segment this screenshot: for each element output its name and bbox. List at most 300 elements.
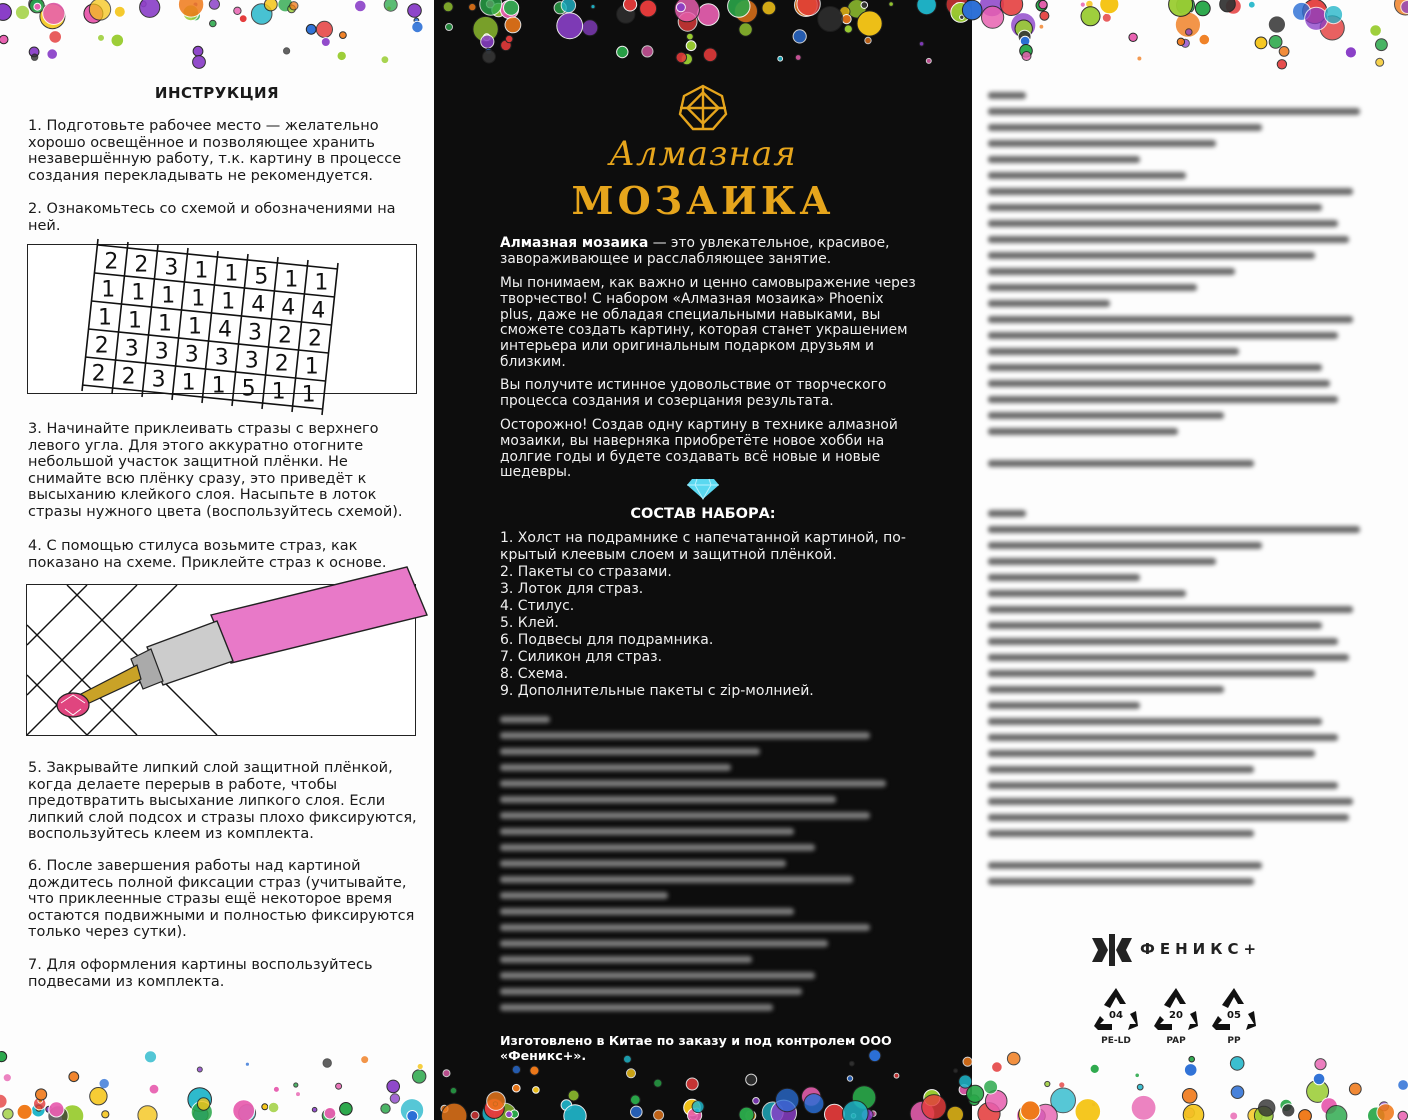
gem-decoration bbox=[191, 11, 201, 21]
diamond-logo-icon bbox=[678, 84, 728, 132]
gem-decoration bbox=[32, 0, 40, 8]
gem-decoration bbox=[98, 34, 105, 41]
gem-decoration bbox=[924, 1090, 940, 1106]
gem-decoration bbox=[504, 0, 519, 15]
scheme-cell-number: 2 bbox=[94, 333, 109, 359]
blurred-line bbox=[988, 766, 1254, 773]
gem-decoration bbox=[1015, 20, 1032, 37]
gem-decoration bbox=[191, 1102, 212, 1120]
gem-decoration bbox=[138, 1106, 157, 1120]
gem-decoration bbox=[32, 1103, 46, 1117]
step-2: 2. Ознакомьтесь со схемой и обозначениями на ней. bbox=[28, 201, 396, 234]
gem-decoration bbox=[381, 1104, 390, 1113]
scheme-cell-number: 4 bbox=[251, 292, 266, 318]
gem-decoration bbox=[582, 20, 598, 36]
gem-decoration bbox=[1019, 1104, 1040, 1120]
gem-decoration bbox=[951, 3, 971, 23]
blurred-line bbox=[988, 654, 1349, 661]
blurred-line bbox=[500, 860, 786, 867]
gem-decoration bbox=[1023, 1107, 1036, 1120]
gem-decoration bbox=[654, 1079, 662, 1087]
gem-decoration bbox=[840, 6, 850, 16]
paragraph-3: Вы получите истинное удовольствие от творческого процесса создания и созерцания результата. bbox=[500, 377, 887, 409]
blurred-legal-text-kz bbox=[988, 92, 1368, 476]
recycle-icon bbox=[1090, 986, 1142, 1036]
step-6: 6. После завершения работы над картиной дождитесь полной фиксации страз (учитывайте, что приклеенные стразы ещё некоторое время остаются подвижными и полностью фиксируются только через сутки). bbox=[28, 858, 415, 940]
gem-decoration bbox=[917, 0, 937, 15]
gem-decoration bbox=[1307, 1080, 1329, 1102]
gem-decoration bbox=[209, 0, 219, 9]
gem-decoration bbox=[1011, 13, 1036, 38]
scheme-cell-number: 1 bbox=[98, 305, 112, 331]
gem-decoration bbox=[1020, 45, 1033, 58]
gem-decoration bbox=[239, 1105, 256, 1120]
gem-decoration bbox=[728, 0, 750, 17]
gem-decoration bbox=[471, 1111, 479, 1119]
blurred-line bbox=[988, 332, 1338, 339]
gem-decoration bbox=[1321, 1098, 1338, 1115]
legal-panel bbox=[972, 0, 1408, 1120]
gem-border-bottom-right bbox=[972, 1050, 1408, 1120]
scheme-cell-number: 3 bbox=[154, 339, 169, 365]
blurred-line bbox=[500, 716, 550, 723]
intro-bold: Алмазная мозаика bbox=[500, 235, 649, 251]
scheme-cell-number: 4 bbox=[311, 298, 326, 324]
gem-decoration bbox=[1185, 1108, 1195, 1118]
gem-decoration bbox=[1268, 16, 1285, 33]
scheme-cell-number: 2 bbox=[274, 351, 289, 377]
gem-decoration bbox=[30, 0, 45, 13]
blurred-line bbox=[988, 526, 1360, 533]
gem-decoration bbox=[1081, 7, 1100, 26]
scheme-cell-number: 2 bbox=[104, 249, 119, 275]
gem-decoration bbox=[278, 0, 293, 12]
gem-decoration bbox=[294, 1083, 298, 1087]
rhinestone-icon bbox=[57, 693, 89, 717]
gem-decoration bbox=[443, 1070, 450, 1077]
gem-decoration bbox=[959, 1075, 972, 1088]
gem-decoration bbox=[387, 6, 392, 11]
gem-decoration bbox=[441, 1103, 467, 1120]
gem-decoration bbox=[340, 1103, 353, 1116]
gem-decoration bbox=[49, 31, 62, 44]
gem-decoration bbox=[284, 48, 290, 54]
gem-decoration bbox=[676, 52, 687, 63]
scheme-cell-number: 3 bbox=[164, 255, 179, 281]
gem-decoration bbox=[239, 15, 247, 23]
gem-decoration bbox=[0, 4, 11, 21]
gem-decoration bbox=[483, 34, 490, 41]
product-panel bbox=[434, 0, 972, 1120]
gem-decoration bbox=[1034, 1104, 1057, 1120]
blurred-line bbox=[500, 1004, 773, 1011]
blurred-line bbox=[988, 204, 1322, 211]
blurred-line bbox=[988, 364, 1322, 371]
blurred-line bbox=[500, 844, 815, 851]
blurred-line bbox=[988, 268, 1235, 275]
blurred-line bbox=[988, 718, 1322, 725]
blurred-line bbox=[988, 172, 1186, 179]
gem-decoration bbox=[513, 1084, 521, 1092]
gem-decoration bbox=[1135, 1073, 1140, 1078]
step-5: 5. Закрывайте липкий слой защитной плёнкой, когда делаете перерыв в работе, чтобы предотвратить высыхание липкого слоя. Если липкий слой подсох и стразы плохо фиксируются, воспользуйтесь клеем из комплекта. bbox=[28, 760, 417, 842]
gem-decoration bbox=[793, 30, 806, 43]
gem-decoration bbox=[1395, 0, 1408, 15]
instruction-panel bbox=[0, 0, 434, 1120]
gem-decoration bbox=[1401, 1, 1408, 14]
gem-decoration bbox=[323, 1059, 331, 1067]
gem-decoration bbox=[1320, 16, 1344, 40]
feniks-brand: ФЕНИКС+ bbox=[1140, 940, 1262, 958]
gem-decoration bbox=[193, 46, 203, 56]
recycle-code: 20 bbox=[1169, 1010, 1183, 1021]
gem-decoration bbox=[336, 1083, 342, 1089]
gem-decoration bbox=[1045, 1081, 1050, 1086]
blurred-line bbox=[988, 606, 1353, 613]
scheme-grid bbox=[28, 245, 416, 408]
gem-decoration bbox=[554, 2, 566, 14]
gem-decoration bbox=[1259, 1100, 1275, 1116]
scheme-cell-number: 1 bbox=[191, 286, 206, 312]
gem-decoration bbox=[922, 1095, 947, 1120]
gem-decoration bbox=[676, 3, 685, 12]
gem-decoration bbox=[484, 1099, 504, 1119]
gem-decoration bbox=[197, 1067, 202, 1072]
gem-decoration bbox=[188, 1088, 212, 1112]
kit-item: 2. Пакеты со стразами. bbox=[500, 564, 672, 580]
blurred-line bbox=[500, 812, 870, 819]
gem-decoration bbox=[0, 35, 8, 44]
gem-decoration bbox=[183, 5, 199, 21]
scheme-cell-number: 3 bbox=[244, 348, 259, 374]
gem-decoration bbox=[1376, 58, 1384, 66]
gem-decoration bbox=[1021, 1109, 1035, 1120]
gem-decoration bbox=[1102, 13, 1111, 22]
kit-item: 6. Подвесы для подрамника. bbox=[500, 632, 714, 648]
gem-decoration bbox=[1039, 24, 1044, 29]
gem-decoration bbox=[1370, 25, 1382, 37]
gem-decoration bbox=[480, 0, 502, 15]
scheme-cell-number: 2 bbox=[121, 364, 136, 390]
gem-decoration bbox=[512, 1065, 520, 1073]
gem-decoration bbox=[1181, 39, 1189, 47]
gem-decoration bbox=[980, 0, 1005, 17]
gem-decoration bbox=[140, 0, 160, 17]
gem-decoration bbox=[778, 56, 783, 61]
gem-decoration bbox=[557, 13, 583, 39]
gem-decoration bbox=[450, 1087, 457, 1094]
gem-decoration bbox=[804, 1094, 824, 1114]
gem-decoration bbox=[818, 7, 843, 32]
gem-decoration bbox=[1000, 0, 1022, 16]
gem-decoration bbox=[1100, 0, 1119, 14]
gem-decoration bbox=[1279, 47, 1289, 57]
gem-decoration bbox=[1195, 1, 1210, 16]
gem-decoration bbox=[384, 0, 397, 11]
blurred-line bbox=[988, 750, 1315, 757]
gem-decoration bbox=[400, 1099, 423, 1120]
gem-decoration bbox=[688, 1108, 702, 1120]
gem-decoration bbox=[926, 58, 931, 63]
gem-decoration bbox=[193, 56, 206, 69]
gem-decoration bbox=[1368, 1107, 1386, 1120]
blurred-line bbox=[500, 940, 828, 947]
gem-decoration bbox=[178, 0, 203, 17]
blurred-line bbox=[988, 316, 1353, 323]
recycle-label: PP bbox=[1227, 1036, 1241, 1046]
brand-main-title: МОЗАИКА bbox=[571, 178, 835, 223]
scheme-cell-number: 1 bbox=[194, 258, 209, 284]
blurred-legal-text-kg bbox=[988, 510, 1368, 894]
gem-decoration bbox=[1007, 1052, 1020, 1065]
gem-border-top-right bbox=[972, 0, 1408, 70]
blurred-line bbox=[500, 876, 853, 883]
blurred-line bbox=[988, 590, 1186, 597]
gem-decoration bbox=[49, 1102, 64, 1117]
scheme-cell-number: 1 bbox=[158, 311, 172, 337]
gem-decoration bbox=[268, 1102, 279, 1113]
scheme-cell-number: 1 bbox=[271, 379, 286, 405]
gem-decoration bbox=[1182, 1089, 1197, 1104]
gem-decoration bbox=[690, 1112, 698, 1120]
gem-decoration bbox=[210, 20, 217, 27]
gem-decoration bbox=[492, 3, 505, 16]
gem-decoration bbox=[894, 1073, 899, 1078]
blurred-line bbox=[988, 670, 1315, 677]
gem-decoration bbox=[1255, 37, 1267, 49]
gem-decoration bbox=[141, 1, 146, 6]
gem-decoration bbox=[955, 3, 962, 10]
gem-decoration bbox=[1349, 1083, 1361, 1095]
gem-decoration bbox=[446, 24, 453, 31]
gem-decoration bbox=[1129, 33, 1137, 41]
scheme-cell-number: 1 bbox=[304, 354, 319, 380]
scheme-cell-number: 1 bbox=[224, 261, 239, 287]
kit-item: 3. Лоток для страз. bbox=[500, 581, 644, 597]
gem-decoration bbox=[910, 1101, 935, 1120]
gem-decoration bbox=[857, 11, 882, 36]
gem-decoration bbox=[1379, 1102, 1388, 1111]
stylus-drawing bbox=[27, 585, 415, 735]
blurred-line bbox=[988, 686, 1224, 693]
gem-decoration bbox=[591, 5, 595, 9]
recycle-icon bbox=[1208, 986, 1260, 1036]
gem-decoration bbox=[1313, 1073, 1325, 1085]
gem-decoration bbox=[34, 1097, 46, 1109]
scheme-cell-number: 2 bbox=[308, 326, 322, 352]
gem-decoration bbox=[675, 0, 700, 22]
blurred-line bbox=[988, 396, 1338, 403]
gem-decoration bbox=[510, 1110, 518, 1118]
gem-decoration bbox=[1231, 1086, 1244, 1099]
gem-decoration bbox=[631, 1106, 643, 1118]
gem-decoration bbox=[485, 48, 491, 54]
intro-rest: — это увлекательное, красивое, завораживающее и расслабляющее занятие. bbox=[500, 235, 890, 267]
gem-decoration bbox=[417, 1063, 423, 1069]
gem-decoration bbox=[946, 0, 968, 16]
gem-decoration bbox=[324, 1108, 336, 1120]
gem-decoration bbox=[735, 0, 758, 23]
scheme-cell-number: 4 bbox=[218, 317, 232, 343]
gem-decoration bbox=[753, 1098, 760, 1105]
gem-decoration bbox=[762, 1102, 783, 1120]
gem-decoration bbox=[802, 1087, 821, 1106]
gem-decoration bbox=[413, 1070, 426, 1083]
scheme-cell-number: 1 bbox=[101, 277, 116, 303]
blurred-line bbox=[988, 300, 1110, 307]
step-1: 1. Подготовьте рабочее место — желательно хорошо освещённое и позволяющее хранить незавершённую работу, т.к. картину в процессе создания перекладывать не рекомендуется. bbox=[28, 118, 402, 184]
scheme-cell-number: 3 bbox=[124, 336, 139, 362]
gem-decoration bbox=[290, 2, 298, 10]
gem-decoration bbox=[441, 1105, 448, 1112]
gem-decoration bbox=[251, 4, 272, 25]
gem-decoration bbox=[340, 32, 347, 39]
gem-decoration bbox=[481, 35, 494, 48]
blurred-line bbox=[988, 156, 1140, 163]
blurred-line bbox=[988, 638, 1338, 645]
kit-item: крытый клеевым слоем и защитной плёнкой. bbox=[500, 547, 837, 563]
recycle-code: 05 bbox=[1227, 1010, 1241, 1021]
gem-decoration bbox=[1086, 0, 1094, 8]
blurred-line bbox=[500, 732, 870, 739]
gem-decoration bbox=[686, 1078, 698, 1090]
gem-decoration bbox=[264, 0, 277, 11]
gem-decoration bbox=[1137, 1084, 1143, 1090]
gem-decoration bbox=[1269, 36, 1282, 49]
gem-decoration bbox=[322, 1109, 335, 1120]
gem-decoration bbox=[149, 1084, 159, 1094]
instruction-title: ИНСТРУКЦИЯ bbox=[154, 84, 280, 102]
gem-decoration bbox=[337, 51, 346, 60]
gem-decoration bbox=[486, 0, 494, 8]
gem-decoration bbox=[194, 1107, 209, 1120]
gem-decoration bbox=[1131, 1095, 1156, 1120]
gem-decoration bbox=[1248, 1108, 1262, 1120]
gem-decoration bbox=[1183, 1104, 1204, 1120]
intro-paragraph bbox=[500, 236, 920, 268]
gem-decoration bbox=[919, 42, 924, 47]
blurred-line bbox=[988, 140, 1216, 147]
gem-decoration bbox=[1315, 1059, 1326, 1070]
gem-decoration bbox=[1177, 38, 1184, 45]
gem-decoration bbox=[15, 5, 29, 19]
gem-decoration bbox=[3, 1074, 11, 1082]
gem-decoration bbox=[954, 1069, 958, 1073]
gem-decoration bbox=[273, 1086, 279, 1092]
gem-decoration bbox=[1080, 2, 1085, 7]
gem-decoration bbox=[847, 1076, 852, 1081]
gem-decoration bbox=[746, 1111, 756, 1120]
scheme-cell-number: 1 bbox=[211, 373, 226, 399]
gem-decoration bbox=[1225, 0, 1241, 14]
stylus-icon bbox=[79, 567, 427, 705]
gem-decoration bbox=[233, 1100, 255, 1120]
gem-decoration bbox=[288, 5, 296, 13]
gem-decoration bbox=[489, 1111, 496, 1118]
kit-item: 7. Силикон для страз. bbox=[500, 649, 663, 665]
gem-decoration bbox=[505, 17, 521, 33]
gem-decoration bbox=[1299, 1110, 1312, 1120]
gem-decoration bbox=[1169, 0, 1193, 16]
scheme-cell-number: 1 bbox=[181, 370, 196, 396]
recycle-badge-pap bbox=[1150, 986, 1202, 1048]
blurred-line bbox=[988, 124, 1262, 131]
scheme-cell-number: 2 bbox=[91, 361, 106, 387]
scheme-cell-number: 1 bbox=[314, 270, 329, 296]
gem-decoration bbox=[36, 1089, 47, 1100]
gem-decoration bbox=[1137, 56, 1142, 61]
gem-decoration bbox=[1248, 1, 1255, 8]
gem-decoration bbox=[1021, 1101, 1040, 1120]
gem-decoration bbox=[684, 1099, 701, 1116]
gem-decoration bbox=[316, 21, 332, 37]
scheme-cell-number: 5 bbox=[241, 376, 256, 402]
gem-decoration bbox=[111, 34, 124, 47]
scheme-illustration bbox=[27, 244, 417, 408]
gem-decoration bbox=[843, 1101, 869, 1120]
gem-decoration bbox=[483, 50, 496, 63]
gem-decoration bbox=[1018, 30, 1031, 43]
gem-decoration bbox=[797, 0, 820, 16]
gem-decoration bbox=[1326, 1106, 1347, 1120]
scheme-cell-number: 1 bbox=[131, 280, 146, 306]
gem-decoration bbox=[889, 2, 894, 7]
recycle-code: 04 bbox=[1109, 1010, 1123, 1021]
gem-decoration bbox=[1022, 52, 1031, 61]
kit-item: 4. Стилус. bbox=[500, 598, 575, 614]
gem-decoration bbox=[69, 1072, 79, 1082]
gem-decoration bbox=[694, 1108, 699, 1113]
gem-decoration bbox=[412, 21, 423, 32]
blurred-line bbox=[988, 92, 1026, 99]
gem-decoration bbox=[296, 1092, 301, 1097]
gem-decoration bbox=[1230, 1112, 1238, 1120]
blurred-line bbox=[500, 796, 836, 803]
paragraph-4: Осторожно! Создав одну картину в технике алмазной мозаики, вы наверняка приобретёте новое хобби на долгие годы и будете создавать всё новые и новые шедевры. bbox=[500, 417, 898, 481]
gem-decoration bbox=[561, 0, 575, 13]
scheme-cell-number: 1 bbox=[188, 314, 202, 340]
gem-decoration bbox=[852, 1086, 876, 1110]
gem-decoration bbox=[851, 1114, 856, 1119]
blurred-line bbox=[988, 284, 1197, 291]
gem-decoration bbox=[1280, 1099, 1292, 1111]
gem-decoration bbox=[992, 1062, 1003, 1073]
gem-decoration bbox=[865, 37, 871, 43]
scheme-cell-number: 1 bbox=[221, 289, 236, 315]
gem-decoration bbox=[1277, 60, 1286, 69]
gem-decoration bbox=[630, 1095, 640, 1105]
gem-decoration bbox=[29, 47, 39, 57]
gem-decoration bbox=[36, 1105, 42, 1111]
gem-decoration bbox=[698, 4, 720, 26]
gem-decoration bbox=[844, 25, 852, 33]
gem-decoration bbox=[414, 18, 419, 23]
gem-decoration bbox=[1189, 1056, 1195, 1062]
gem-decoration bbox=[1324, 6, 1342, 24]
blurred-line bbox=[500, 892, 668, 899]
gem-decoration bbox=[245, 1062, 249, 1066]
gem-decoration bbox=[1059, 1082, 1065, 1088]
gem-decoration bbox=[1040, 11, 1049, 20]
blurred-line bbox=[988, 702, 1140, 709]
gem-decoration bbox=[491, 1108, 496, 1113]
gem-decoration bbox=[1282, 1104, 1295, 1117]
gem-decoration bbox=[564, 1105, 586, 1120]
blurred-line bbox=[988, 622, 1322, 629]
scheme-cell-number: 2 bbox=[134, 252, 149, 278]
recycle-label: PE-LD bbox=[1101, 1036, 1131, 1046]
gem-decoration bbox=[703, 48, 717, 62]
